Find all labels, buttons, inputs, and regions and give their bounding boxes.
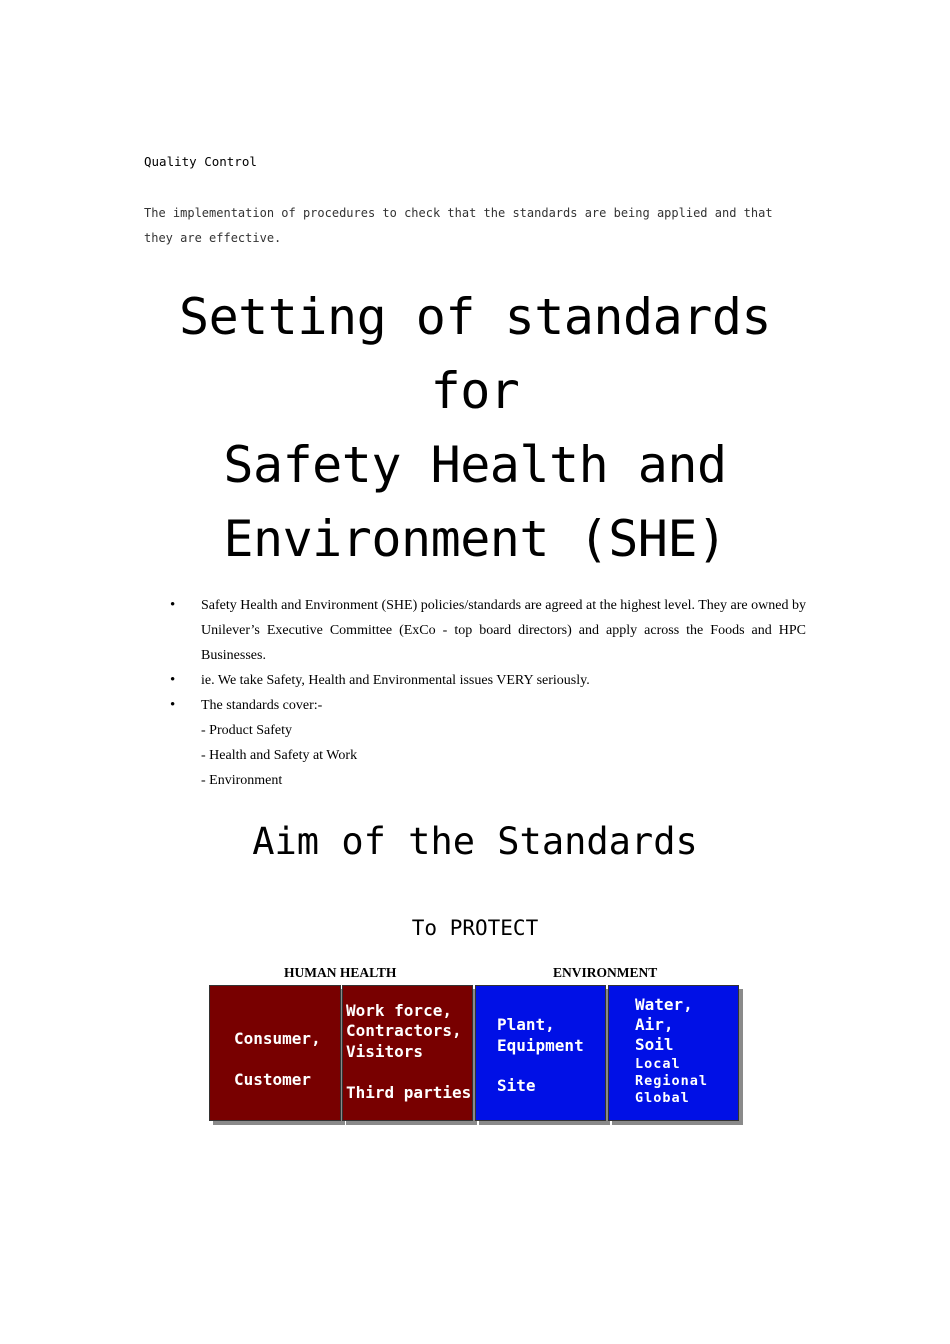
nature-panel (608, 985, 739, 1121)
environment-label: ENVIRONMENT (553, 965, 658, 980)
bullet-text: ie. We take Safety, Health and Environmental issues VERY seriously. (201, 673, 590, 688)
panel-text: Air, (635, 1015, 674, 1034)
panel-text: Equipment (497, 1036, 584, 1055)
quality-control-definition: The implementation of procedures to check that the standards are being applied and that they are effective. (144, 206, 773, 245)
panel-text: Global (635, 1090, 690, 1106)
quality-control-heading: Quality Control (144, 154, 257, 169)
bullet-item (166, 668, 806, 693)
panel-text: Water, (635, 995, 693, 1014)
consumer-panel (209, 985, 341, 1121)
protect-subtitle: To PROTECT (411, 916, 539, 940)
plant-panel (475, 985, 606, 1121)
main-title-line: Setting of standards (178, 288, 772, 346)
human-health-label: HUMAN HEALTH (284, 965, 397, 980)
bullet-text: The standards cover:- (201, 698, 323, 713)
panel-text: Soil (635, 1035, 674, 1054)
bullet-text: Safety Health and Environment (SHE) policies/standards are agreed at the highest level. They are owned by Unilever’s Executive Committee (ExCo - top board directors) and apply across the Foods and HPC Businesses. (201, 598, 806, 663)
main-title-line: Safety Health and (223, 436, 727, 494)
panel-text: Customer (234, 1070, 312, 1089)
panel-text: Contractors, (346, 1021, 462, 1040)
covered-item: - Product Safety (201, 723, 292, 738)
bullet-item (166, 693, 806, 718)
panel-text: Site (497, 1076, 536, 1095)
aim-title: Aim of the Standards (252, 820, 698, 863)
panel-text: Local (635, 1056, 681, 1072)
bullet-list (166, 593, 806, 793)
bullet-dot-icon: • (170, 672, 176, 688)
panel-text: Regional (635, 1073, 709, 1089)
main-title-line: for (430, 362, 520, 420)
bullet-item (166, 593, 806, 668)
covered-item: - Health and Safety at Work (201, 748, 358, 763)
panel-text: Consumer, (234, 1029, 321, 1048)
bullet-dot-icon: • (170, 697, 176, 713)
panel-text: Work force, (346, 1001, 452, 1020)
main-title-line: Environment (SHE) (223, 510, 727, 568)
panel-text: Third parties (346, 1083, 472, 1102)
workforce-panel (342, 985, 473, 1121)
panel-text: Visitors (346, 1042, 424, 1061)
covered-item: - Environment (201, 773, 283, 788)
bullet-dot-icon: • (170, 597, 176, 613)
main-title (140, 280, 810, 576)
panel-text: Plant, (497, 1015, 555, 1034)
